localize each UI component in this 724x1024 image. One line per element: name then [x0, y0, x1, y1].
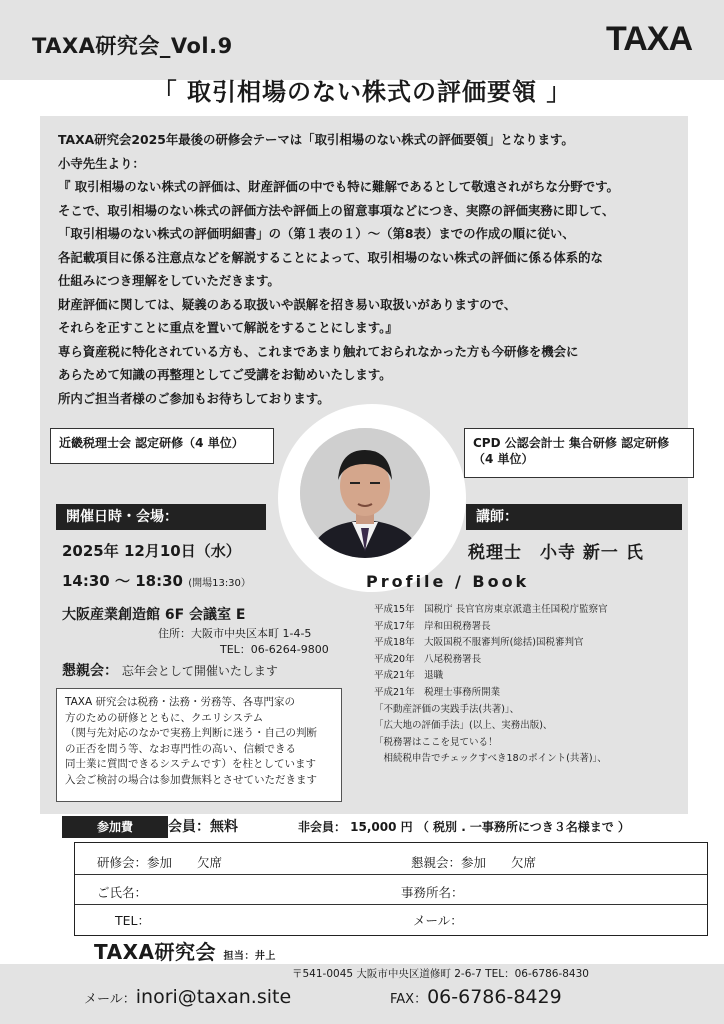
speaker-portrait-icon [300, 428, 430, 558]
profile-line: 平成20年 八尾税務署長 [374, 653, 482, 665]
profile-line: 「税務署はここを見ている！ [374, 736, 498, 748]
venue-address-line: 住所：大阪市中央区本町 1-4-5 [158, 627, 312, 640]
speaker-profile [374, 602, 674, 768]
intro-line: あらためて知識の再整理としてご受講をお勧めいたします。 [58, 367, 392, 382]
profile-line: 平成21年 退職 [374, 670, 444, 682]
note-line: 入会ご検討の場合は参加費無料とさせていただきます [65, 773, 317, 786]
note-line: 同士業に質問できるシステムです）を柱としています [65, 758, 316, 770]
series-title: TAXA研究会_Vol.9 [32, 34, 233, 58]
footer-mail-link[interactable]: inori@taxan.site [135, 986, 292, 1008]
intro-line: TAXA研究会2025年最後の研修会テーマは「取引相場のない株式の評価要領」となります。 [58, 132, 574, 147]
footer-mail [84, 986, 291, 1008]
query-system-note [56, 688, 342, 802]
speaker-photo [300, 428, 430, 558]
intro-line: 仕組みにつき理解をしていただきます。 [58, 273, 280, 288]
profile-line: 「広大地の評価手法」(以上、実務出版)、 [374, 720, 553, 732]
email-field[interactable]: メール： [413, 913, 463, 928]
footer-fax-label: FAX： [390, 992, 428, 1007]
speaker-heading: 講師： [466, 504, 682, 530]
profile-line: 平成15年 国税庁 長官官房東京派遣主任国税庁監察官 [374, 604, 608, 615]
event-heading: 開催日時・会場： [56, 504, 266, 530]
profile-title: Profile / Book [366, 572, 530, 591]
venue-tel: TEL：06-6264-9800 [220, 643, 329, 656]
cert-cpd-line1: CPD 公認会計士 集合研修 認定研修 [473, 436, 670, 450]
footer-fax-number: 06-6786-8429 [427, 986, 562, 1008]
note-line: 方のための研修とともに、クエリシステム [65, 711, 264, 724]
cert-cpd-line2: （4 単位） [473, 452, 534, 466]
intro-text [58, 128, 698, 410]
intro-line: 所内ご担当者様のご参加もお待ちしております。 [58, 390, 330, 406]
footer-org-name: TAXA研究会 [94, 940, 216, 964]
event-venue: 大阪産業創造館 6F 会議室 E [62, 607, 246, 623]
party-info [62, 660, 278, 680]
page-title: 「 取引相場のない株式の評価要領 」 [152, 78, 572, 106]
form-divider [75, 874, 707, 875]
name-field[interactable]: ご氏名： [97, 885, 148, 900]
profile-line: 平成18年 大阪国税不服審判所(総括)国税審判官 [374, 637, 584, 649]
fee-label: 参加費 [62, 816, 168, 838]
taxa-logo: TAXA [605, 20, 692, 58]
footer-address: 〒541-0045 大阪市中央区道修町 2-6-7 TEL：06-6786-8430 [292, 968, 589, 980]
profile-line: 相続税申告でチェックすべき18のポイント(共著)」、 [374, 753, 607, 765]
form-divider [75, 904, 707, 905]
fee-member: 会員：無料 [168, 819, 238, 835]
intro-line: 「取引相場のない株式の評価明細書」の（第１表の１）～（第8表）までの作成の順に従い、 [58, 226, 575, 241]
party-label: 懇親会： [62, 663, 118, 679]
intro-line: 『 取引相場のない株式の評価は、財産評価の中でも特に難解であるとして敬遠されがちな分野です。 [58, 179, 619, 194]
intro-line: そこで、取引相場のない株式の評価方法や評価上の留意事項などにつき、実際の評価実務に即して、 [58, 202, 615, 218]
intro-line: 財産評価に関しては、疑義のある取扱いや誤解を招き易い取扱いがありますので、 [58, 296, 517, 312]
speaker-name: 税理士 小寺 新一 氏 [468, 543, 644, 563]
footer-mail-label: メール： [84, 992, 136, 1007]
profile-line: 「不動産評価の実践手法(共著)」、 [374, 703, 520, 715]
cert-kinki-label: 近畿税理士会 認定研修（4 単位） [59, 436, 244, 450]
intro-line: 各記載項目に係る注意点などを解説することによって、取引相場のない株式の評価に係る体系的な [58, 249, 603, 265]
profile-line: 平成17年 岸和田税務署長 [374, 620, 491, 632]
office-field[interactable]: 事務所名： [401, 885, 464, 900]
event-open-time: (開場13:30） [188, 578, 251, 589]
cert-kinki [50, 428, 274, 464]
intro-line: 小寺先生より： [58, 155, 145, 171]
note-line: の正否を問う等、なお専門性の高い、信頼できる [65, 742, 296, 755]
cert-cpd [464, 428, 694, 478]
intro-line: それらを正すことに重点を置いて解説をすることにします。』 [58, 320, 398, 335]
fee-nonmember: 非会員： 15,000 円 （ 税別 . 一事務所につき３名様まで ） [298, 820, 630, 834]
event-time [62, 570, 251, 591]
party-attendance-field[interactable]: 懇親会：参加 欠席 [411, 855, 537, 870]
footer-org [94, 936, 276, 965]
tel-field[interactable]: TEL： [115, 913, 150, 928]
note-line: （関与先対応のなかで実務上判断に迷う・自己の判断 [65, 727, 317, 739]
profile-line: 平成21年 税理士事務所開業 [374, 686, 501, 698]
event-time-range: 14:30 ～ 18:30 [62, 572, 183, 590]
footer-fax [390, 986, 562, 1008]
note-line: TAXA 研究会は税務・法務・労務等、各専門家の [65, 696, 295, 708]
venue-address [158, 626, 329, 658]
party-text: 忘年会として開催いたします [121, 664, 278, 678]
footer-contact: 担当：井上 [223, 951, 276, 962]
event-date: 2025年 12月10日（水） [62, 542, 241, 560]
application-form [74, 842, 708, 936]
seminar-attendance-field[interactable]: 研修会：参加 欠席 [97, 855, 223, 870]
intro-line: 専ら資産税に特化されている方も、これまであまり触れておられなかった方も今研修を機会に [58, 343, 579, 359]
